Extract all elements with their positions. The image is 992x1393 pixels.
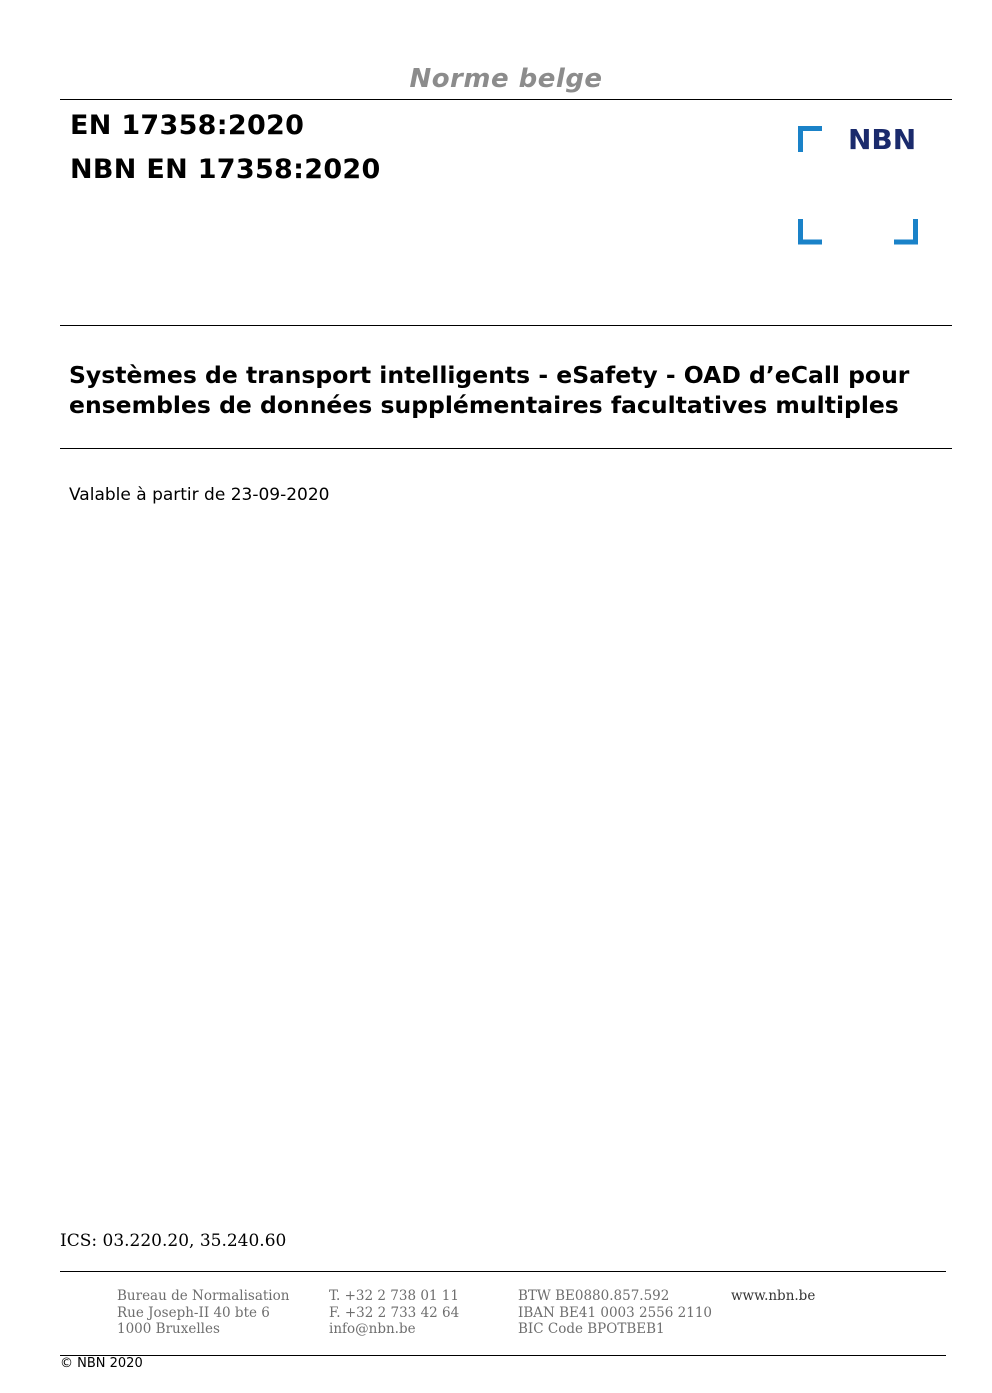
header-label: Norme belge — [409, 64, 603, 94]
nbn-standard-number: NBN EN 17358:2020 — [70, 154, 381, 185]
nbn-logo-mark — [796, 122, 922, 248]
footer-bank — [518, 1288, 712, 1338]
title-line-2: ensembles de données supplémentaires facultatives multiples — [69, 391, 899, 419]
footer-bottom-rule — [60, 1355, 946, 1356]
fax-number: F. +32 2 733 42 64 — [329, 1304, 460, 1321]
copyright-notice: © NBN 2020 — [60, 1356, 143, 1371]
title-top-rule — [60, 325, 952, 326]
website-link[interactable]: www.nbn.be — [731, 1288, 816, 1304]
header-rule — [60, 99, 952, 100]
validity-date: Valable à partir de 23-09-2020 — [69, 485, 330, 505]
phone-number: T. +32 2 738 01 11 — [329, 1288, 459, 1304]
nbn-logo — [796, 122, 922, 248]
footer-top-rule — [60, 1271, 946, 1272]
vat-number: BTW BE0880.857.592 — [518, 1288, 670, 1304]
ics-codes: ICS: 03.220.20, 35.240.60 — [60, 1231, 287, 1251]
en-standard-number: EN 17358:2020 — [70, 110, 305, 141]
logo-text: NBN — [848, 123, 917, 156]
address-line: Rue Joseph-II 40 bte 6 — [117, 1304, 270, 1321]
footer-address — [117, 1288, 289, 1338]
email-address: info@nbn.be — [329, 1321, 416, 1337]
address-line: Bureau de Normalisation — [117, 1288, 290, 1304]
title-line-1: Systèmes de transport intelligents - eSafety - OAD d’eCall pour — [69, 361, 910, 389]
address-line: 1000 Bruxelles — [117, 1321, 220, 1337]
footer-contact — [329, 1288, 459, 1338]
bic-code: BIC Code BPOTBEB1 — [518, 1321, 665, 1337]
logo-bracket-top-left — [801, 129, 823, 153]
logo-bracket-bottom-left — [801, 219, 823, 242]
logo-bracket-bottom-right — [894, 219, 916, 242]
iban-number: IBAN BE41 0003 2556 2110 — [518, 1304, 713, 1321]
title-bottom-rule — [60, 448, 952, 449]
document-title — [69, 360, 949, 420]
